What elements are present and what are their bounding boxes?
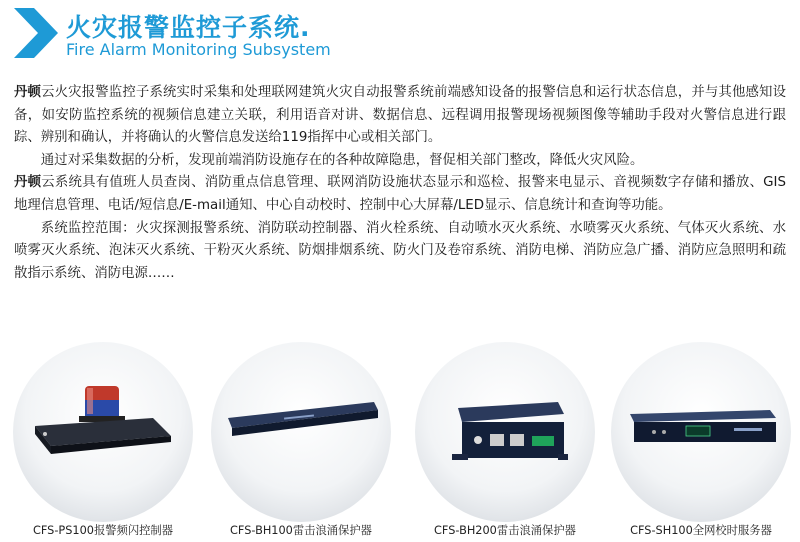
chevron-right-icon: [14, 8, 58, 58]
paragraph-text: 云火灾报警监控子系统实时采集和处理联网建筑火灾自动报警系统前端感知设备的报警信息和运行状态信息，并与其他感知设备，如安防监控系统的视频信息建立关联，利用语音对讲、数据信息、远程调用报警现场视频图像等辅助手段对火警信息进行跟踪、辨别和确认，并将确认的火警信息发送给119指挥中心或相关部门。: [14, 85, 786, 146]
product-card: [8, 320, 198, 542]
description-body: [14, 82, 786, 285]
product-gallery: [0, 320, 800, 542]
strobe-controller-icon: [33, 382, 173, 462]
product-card: [606, 320, 796, 542]
rack-unit-icon: [224, 400, 380, 440]
product-caption: CFS-BH100雷击浪涌保护器: [230, 524, 372, 537]
paragraph-scope: [14, 218, 786, 286]
paragraph-text: 云系统具有值班人员查岗、消防重点信息管理、联网消防设施状态显示和巡检、报警来电显示、音视频数字存储和播放、GIS地理信息管理、电话/短信息/E-mail通知、中心自动校时、控制中心大屏幕/LED显示、信息统计和查询等功能。: [14, 175, 787, 213]
surge-protector-box-icon: [448, 396, 568, 466]
section-header: [14, 6, 394, 64]
product-card: [206, 320, 396, 542]
paragraph-analysis: [14, 150, 786, 173]
paragraph-text: 通过对采集数据的分析，发现前端消防设施存在的各种故障隐患，督促相关部门整改，降低火灾风险。: [40, 152, 644, 168]
product-caption: CFS-PS100报警频闪控制器: [32, 524, 174, 537]
page-subtitle: Fire Alarm Monitoring Subsystem: [66, 40, 331, 59]
brand-name: 丹顿: [14, 85, 42, 100]
page-title: 火灾报警监控子系统.: [66, 13, 311, 42]
time-server-rack-icon: [624, 404, 780, 448]
paragraph-text: 系统监控范围：火灾探测报警系统、消防联动控制器、消火栓系统、自动喷水灭火系统、水喷雾灭火系统、气体灭火系统、水喷雾灭火系统、泡沫灭火系统、干粉灭火系统、防烟排烟系统、防火门及卷帘系统、消防电梯、消防应急广播、消防应急照明和疏散指示系统、消防电源……: [14, 220, 786, 281]
paragraph-intro: [14, 82, 786, 150]
paragraph-features: [14, 172, 786, 217]
product-caption: CFS-SH100全网校时服务器: [630, 524, 772, 537]
brand-name: 丹顿: [14, 175, 42, 191]
product-card: [410, 320, 600, 542]
product-caption: CFS-BH200雷击浪涌保护器: [434, 524, 576, 537]
